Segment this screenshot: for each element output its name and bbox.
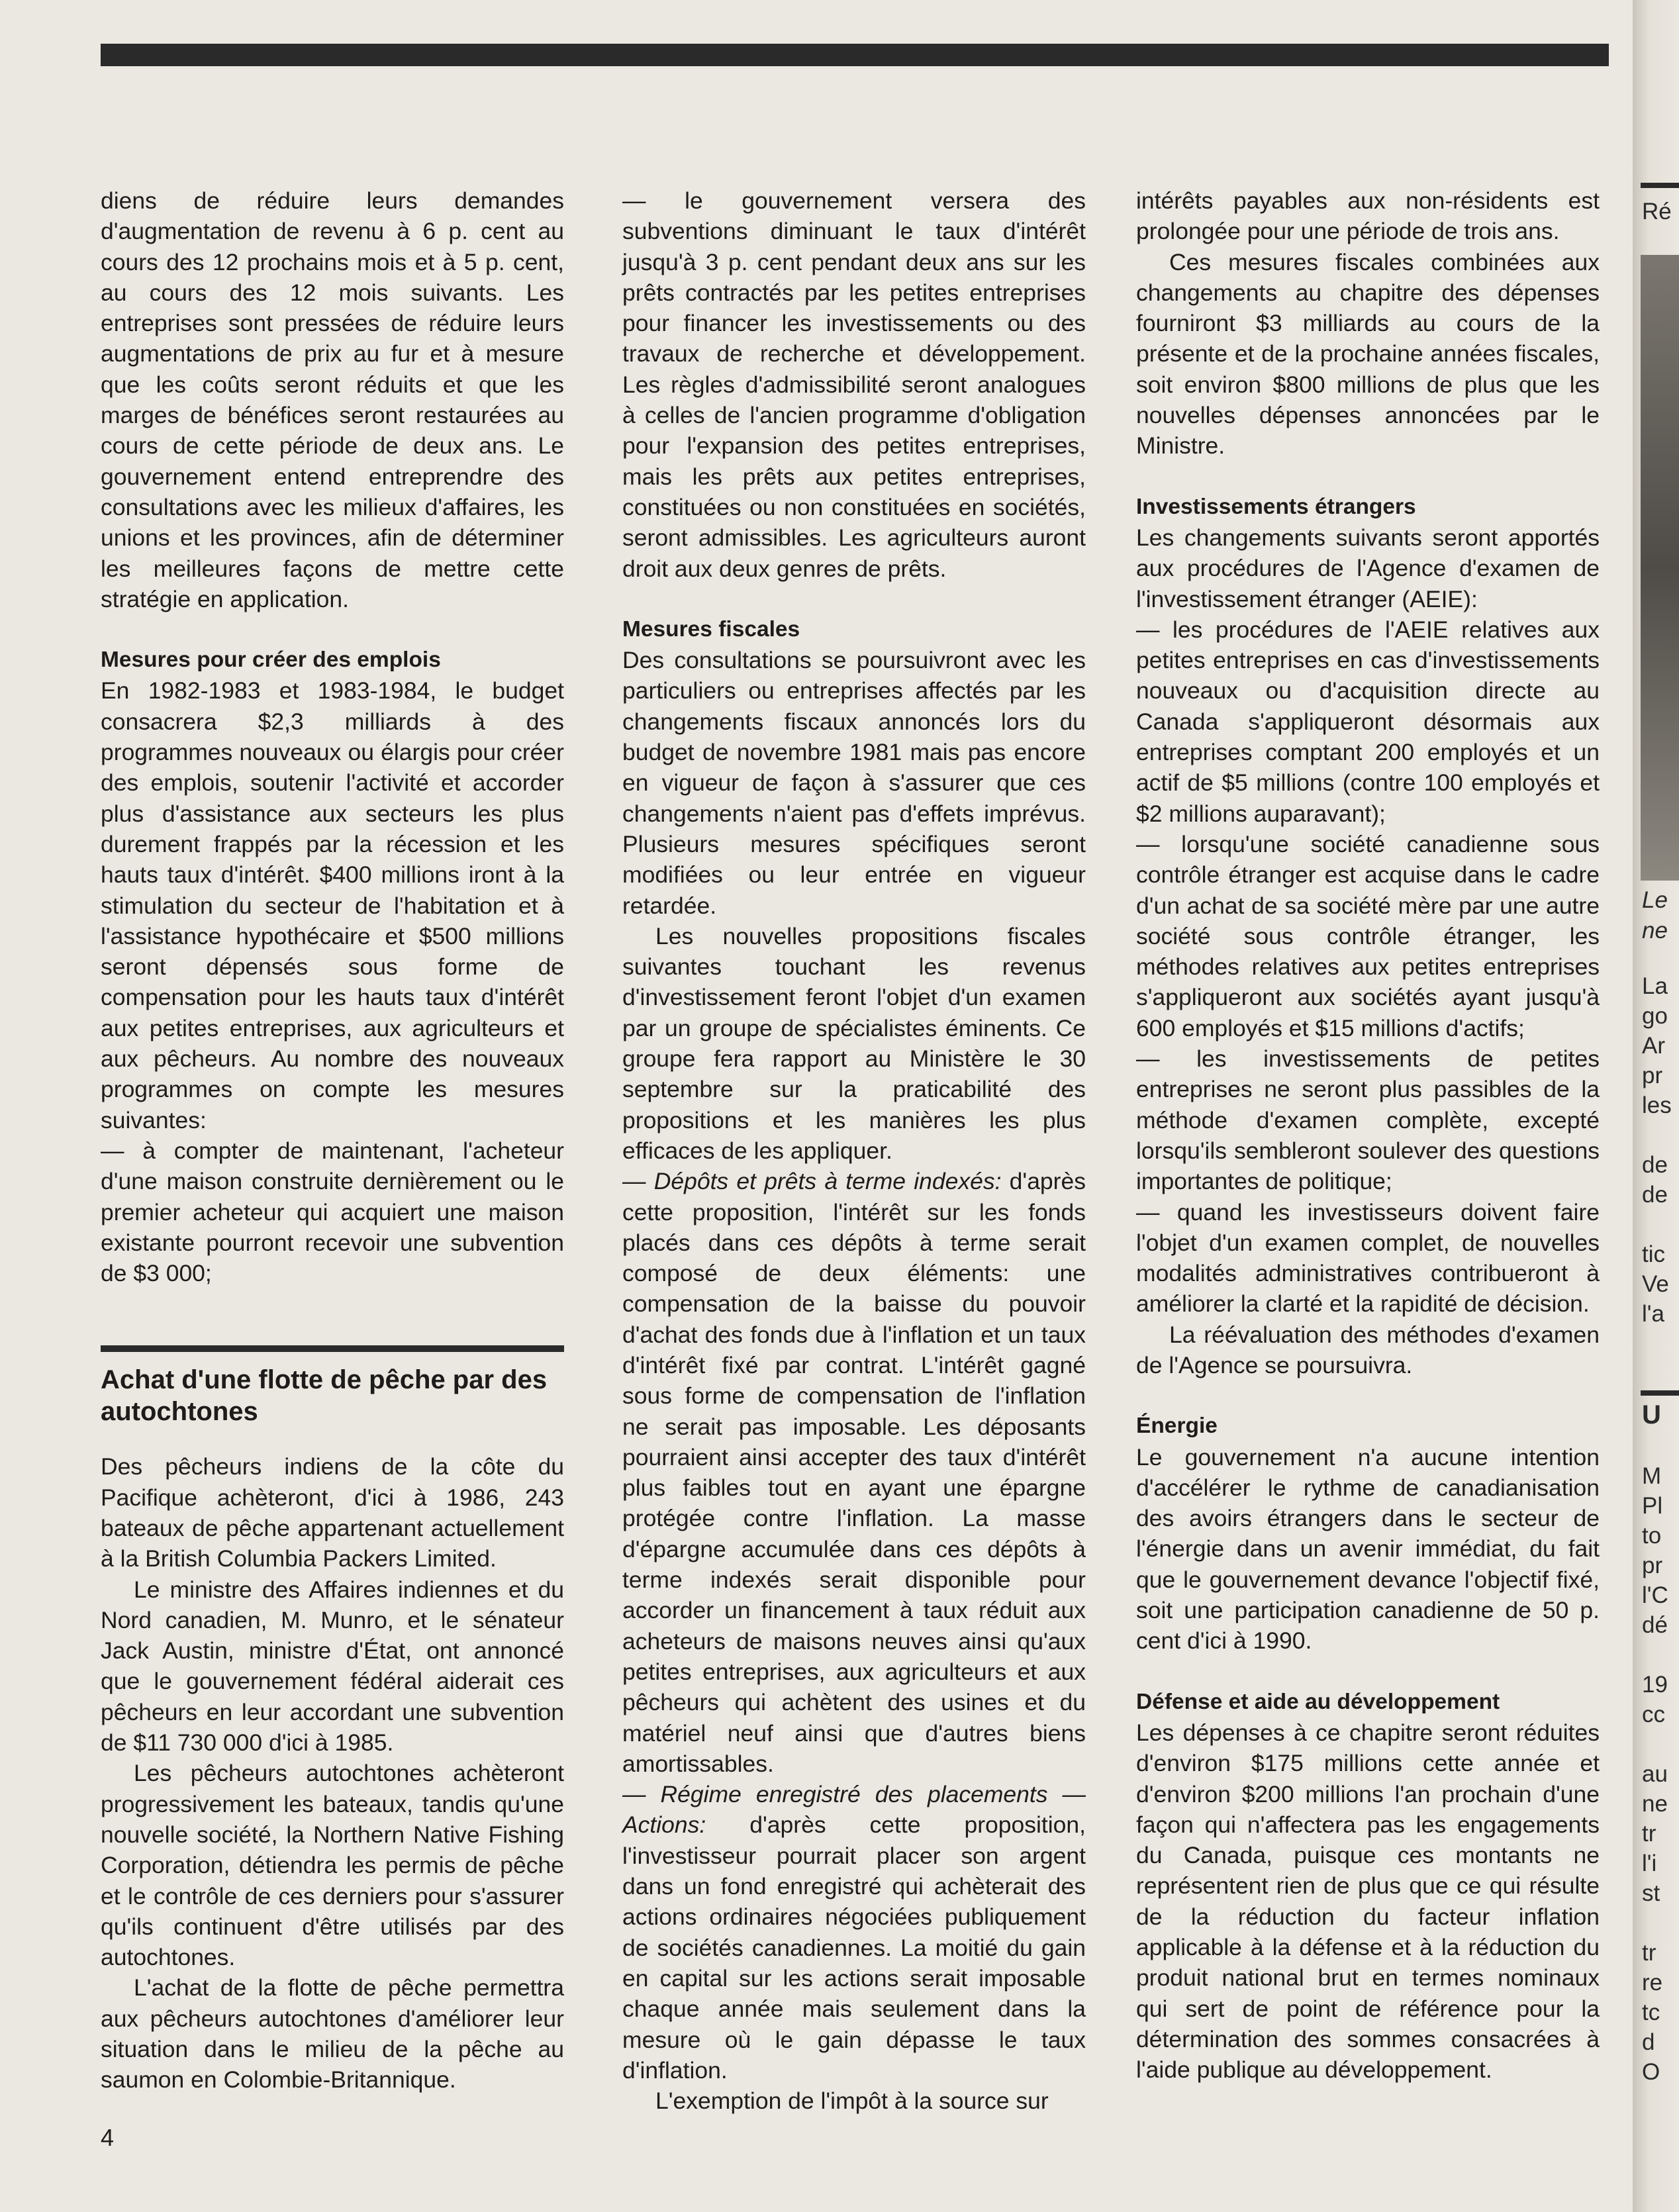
edge-text-fragment: pr (1642, 1063, 1663, 1088)
section-heading-investissements: Investissements étrangers (1136, 494, 1416, 519)
edge-text-fragment: d (1642, 2029, 1655, 2055)
edge-text-fragment: Ve (1642, 1271, 1669, 1297)
paragraph: diens de réduire leurs demandes d'augmentation de revenu à 6 p. cent au cours des 12 prochains mois et à 5 p. cent, au cours des 12 mois suivants. Les entreprises sont pressées de réduire leurs augmentations de prix au fur et à mesure que les coûts seront réduits et que les marges de bénéfices seront restaurées au cours de cette période de deux ans. Le gouvernement entend entreprendre des consultations avec les milieux d'affaires, les unions et les provinces, afin de déterminer les meilleures façons de mettre cette stratégie en application. (101, 187, 564, 612)
paragraph: Les dépenses à ce chapitre seront réduites d'environ $175 millions cette année et d'environ $200 millions l'an prochain d'une façon qui n'affectera pas les engagements du Canada, puisque ces montants ne représentent rien de plus que ce qui résulte de la réduction du facteur inflation applicable à la défense et à la réduction du produit national brut en termes nominaux qui sert de point de référence pour la détermination des sommes consacrées à l'aide publique au développement. (1136, 1719, 1600, 2084)
edge-text-fragment: au (1642, 1761, 1668, 1787)
paragraph: — lorsqu'une société canadienne sous contrôle étranger est acquise dans le cadre d'un achat de sa société mère par une autre société sous contrôle étranger, les méthodes relatives aux petites entreprises s'appliqueront aux sociétés ayant jusqu'à 600 employés et $15 millions d'actifs; (1136, 830, 1600, 1041)
box-title: Achat d'une flotte de pêche par des autochtones (101, 1365, 548, 1427)
paragraph: Le ministre des Affaires indiennes et du Nord canadien, M. Munro, et le sénateur Jack Austin, ministre d'État, ont annoncé que le gouvernement fédéral aiderait ces pêcheurs en leur accordant une subvention de $11 730 000 d'ici à 1985. (101, 1576, 564, 1756)
paragraph: Les changements suivants seront apportés aux procédures de l'Agence d'examen de l'investissement étranger (AEIE): (1136, 524, 1600, 612)
edge-text-fragment: tic (1642, 1241, 1665, 1267)
edge-text-fragment: l'a (1642, 1301, 1664, 1327)
paragraph: La réévaluation des méthodes d'examen de l'Agence se poursuivra. (1136, 1321, 1600, 1378)
edge-text-fragment: l'i (1642, 1851, 1657, 1876)
section-heading-defense: Défense et aide au développement (1136, 1689, 1500, 1714)
edge-text-fragment: M (1642, 1463, 1662, 1489)
edge-text-fragment: tr (1642, 1821, 1656, 1847)
paragraph: L'exemption de l'impôt à la source sur (655, 2088, 1049, 2115)
edge-text-fragment: les (1642, 1092, 1672, 1118)
paragraph: Ces mesures fiscales combinées aux changements au chapitre des dépenses fourniront $3 milliards au cours de la présente et de la prochaine années fiscales, soit environ $800 millions de plus que les nouvelles dépenses annoncées par le Ministre. (1136, 248, 1600, 459)
section-heading-energie: Énergie (1136, 1414, 1218, 1439)
edge-text-fragment: l'C (1642, 1582, 1668, 1608)
edge-text-fragment: ne (1642, 1791, 1668, 1817)
edge-text-fragment: de (1642, 1182, 1668, 1208)
paragraph: Les pêcheurs autochtones achèteront progressivement les bateaux, tandis qu'une nouvelle société, la Northern Native Fishing Corporation, détiendra les permis de pêche et le contrôle de ces derniers pour s'assurer qu'ils continuent d'être utilisés par des autochtones. (101, 1760, 564, 1971)
paragraph: — Régime enregistré des placements — Actions: d'après cette proposition, l'investisseur pourrait placer son argent dans un fond enregistré qui achèterait des actions ordinaires négociées publiquement de sociétés canadiennes. La moitié du gain en capital sur les actions serait imposable chaque année mais seulement dans la mesure où le gain dépasse le taux d'inflation. (622, 1781, 1086, 2084)
edge-text-fragment: pr (1642, 1553, 1663, 1578)
paragraph: intérêts payables aux non-résidents est prolongée pour une période de trois ans. (1136, 187, 1600, 245)
edge-caption: ne (1642, 918, 1668, 943)
paragraph: En 1982-1983 et 1983-1984, le budget consacrera $2,3 milliards à des programmes nouveaux ou élargis pour créer des emplois, soutenir l'activité et accorder plus d'assistance aux secteurs les plus durement frappés par la récession et les hauts taux d'intérêt. $400 millions iront à la stimulation du secteur de l'habitation et à l'assistance hypothécaire et $500 millions seront dépensés sous forme de compensation pour les hauts taux d'intérêt aux petites entreprises, aux agriculteurs et aux pêcheurs. Au nombre des nouveaux programmes on compte les mesures suivantes: (101, 677, 564, 1133)
edge-text-fragment: 19 (1642, 1672, 1668, 1698)
box-rule (101, 1345, 564, 1352)
edge-text-fragment: La (1642, 973, 1668, 999)
italic-lead: — Régime enregistré des placements — Actions: (622, 1781, 1086, 1839)
edge-heading: Ré (1642, 199, 1672, 224)
paragraph: Les nouvelles propositions fiscales suivantes touchant les revenus d'investissement feront l'objet d'un examen par un groupe de spécialistes éminents. Ce groupe fera rapport au Ministère le 30 septembre sur la praticabilité des propositions et les manières les plus efficaces de les appliquer. (622, 922, 1086, 1164)
edge-photo (1641, 255, 1679, 881)
edge-text-fragment: go (1642, 1003, 1668, 1029)
facing-page-edge (1633, 0, 1679, 2212)
edge-text-fragment: st (1642, 1880, 1660, 1906)
section-heading-fiscales: Mesures fiscales (622, 616, 800, 642)
edge-text-fragment: dé (1642, 1612, 1668, 1638)
italic-lead: — Dépôts et prêts à terme indexés: (622, 1168, 1002, 1195)
paragraph: Le gouvernement n'a aucune intention d'accélérer le rythme de canadianisation des avoirs étrangers dans le secteur de l'énergie dans un avenir immédiat, du fait que le gouvernement devance l'objectif fixé, soit une participation canadienne de 50 p. cent d'ici à 1990. (1136, 1443, 1600, 1655)
paragraph: L'achat de la flotte de pêche permettra aux pêcheurs autochtones d'améliorer leur situation dans le milieu de la pêche au saumon en Colombie-Britannique. (101, 1974, 564, 2093)
edge-text-fragment: de (1642, 1152, 1668, 1178)
paragraph: — à compter de maintenant, l'acheteur d'une maison construite dernièrement ou le premier acheteur qui acquiert une maison existante pourront recevoir une subvention de $3 000; (101, 1137, 564, 1287)
paragraph: Des pêcheurs indiens de la côte du Pacifique achèteront, d'ici à 1986, 243 bateaux de pêche appartenant actuellement à la British Columbia Packers Limited. (101, 1453, 564, 1572)
edge-heading: U (1642, 1400, 1661, 1429)
column-1 (101, 185, 564, 2095)
page-number: 4 (101, 2124, 115, 2151)
paragraph: — les investissements de petites entreprises ne seront plus passibles de la méthode d'examen complète, excepté lorsqu'ils sembleront soulever des questions importantes de politique; (1136, 1045, 1600, 1195)
edge-text-fragment: cc (1642, 1702, 1665, 1727)
edge-text-fragment: Pl (1642, 1493, 1663, 1519)
edge-text-fragment: tr (1642, 1940, 1656, 1966)
paragraph: — quand les investisseurs doivent faire l'objet d'un examen complet, de nouvelles modalités administratives contribueront à améliorer la clarté et la rapidité de décision. (1136, 1198, 1600, 1318)
paragraph: — le gouvernement versera des subventions diminuant le taux d'intérêt jusqu'à 3 p. cent pendant deux ans sur les prêts contractés par les petites entreprises pour financer les investissements ou des travaux de recherche et développement. Les règles d'admissibilité seront analogues à celles de l'ancien programme d'obligation pour l'expansion des petites entreprises, mais les prêts aux petites entreprises, constituées ou non constituées en sociétés, seront admissibles. Les agriculteurs auront droit aux deux genres de prêts. (622, 187, 1086, 582)
edge-text-fragment: re (1642, 1970, 1663, 1996)
column-3 (1136, 185, 1600, 2086)
edge-text-fragment: tc (1642, 1999, 1660, 2025)
edge-rule (1641, 183, 1679, 188)
edge-rule (1641, 1390, 1679, 1396)
edge-text-fragment: to (1642, 1523, 1662, 1549)
header-rule (101, 44, 1609, 66)
edge-text-fragment: O (1642, 2059, 1660, 2085)
paragraph: — Dépôts et prêts à terme indexés: d'après cette proposition, l'intérêt sur les fonds placés dans ces dépôts à terme serait composé de deux éléments: une compensation de la baisse du pouvoir d'achat des fonds due à l'inflation et un taux d'intérêt fixé par contrat. L'intérêt gagné sous forme de compensation de l'inflation ne serait pas imposable. Les déposants pourraient ainsi accepter des taux d'intérêt plus faibles tout en ayant une épargne protégée contre l'inflation. La masse d'épargne accumulée dans ces dépôts à terme indexés serait disponible pour accorder un financement à taux réduit aux acheteurs de maisons neuves ainsi qu'aux petites entreprises, aux agriculteurs et aux pêcheurs qui achètent des usines et du matériel neuf ainsi que d'autres biens amortissables. (622, 1168, 1086, 1777)
edge-caption: Le (1642, 887, 1668, 913)
column-2 (622, 185, 1086, 2116)
section-heading-emplois: Mesures pour créer des emplois (101, 648, 441, 673)
paragraph: — les procédures de l'AEIE relatives aux petites entreprises en cas d'investissements nouveaux ou d'acquisition directe au Canada s'appliqueront désormais aux entreprises comptant 200 employés et un actif de $5 millions (contre 100 employés et $2 millions auparavant); (1136, 616, 1600, 827)
edge-text-fragment: Ar (1642, 1033, 1665, 1059)
paragraph: Des consultations se poursuivront avec les particuliers ou entreprises affectés par les changements fiscaux annoncés lors du budget de novembre 1981 mais pas encore en vigueur de façon à s'assurer que ces changements n'aient pas d'effets imprévus. Plusieurs mesures spécifiques seront modifiées ou leur entrée en vigueur retardée. (622, 647, 1086, 919)
